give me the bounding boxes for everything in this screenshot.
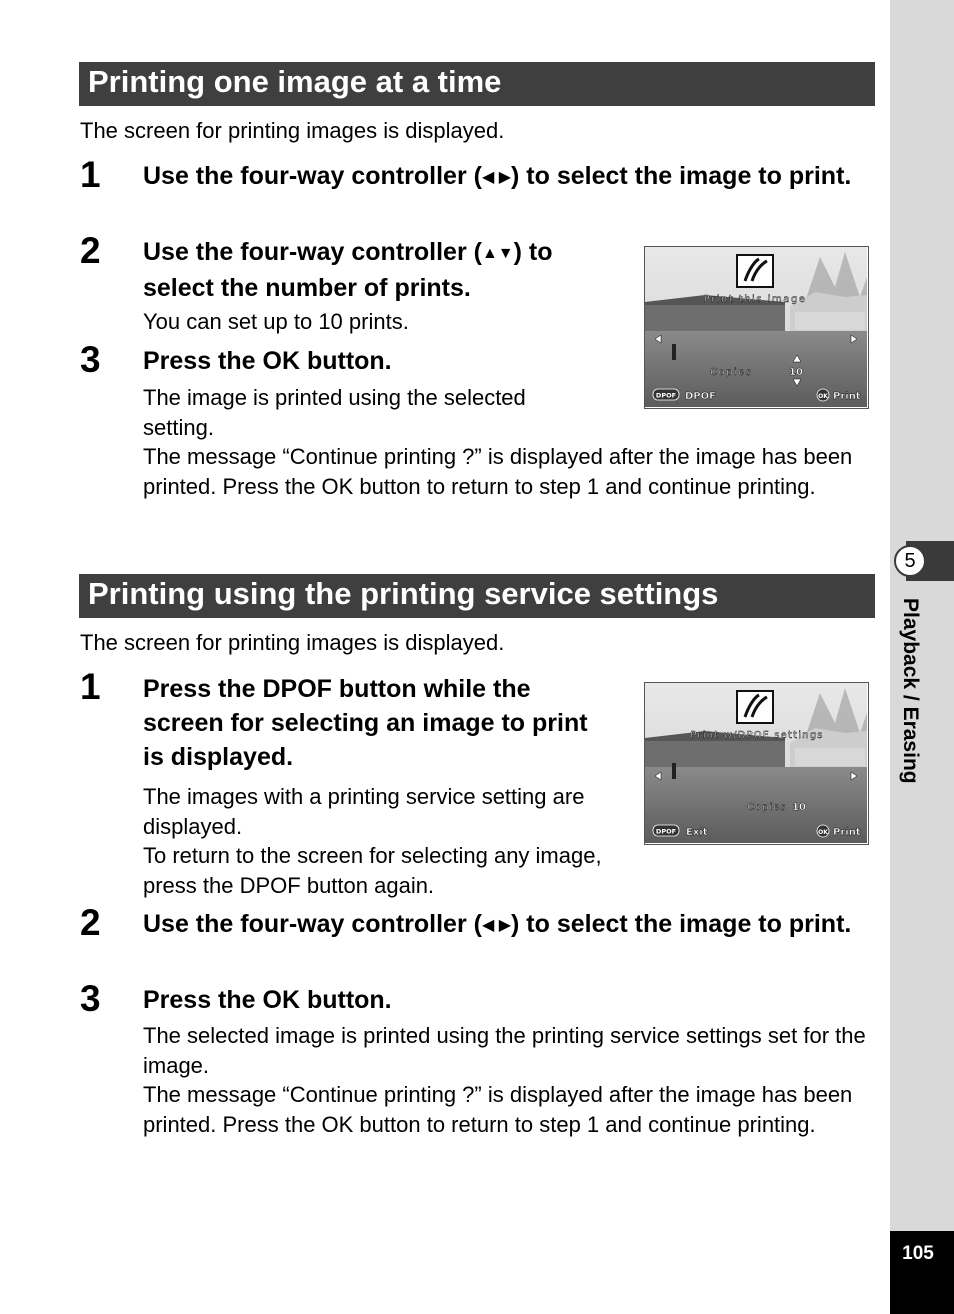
step-title: Press the OK button. — [143, 347, 392, 375]
step-body: The selected image is printed using the printing service settings set for the image. — [143, 1023, 866, 1078]
section-intro: The screen for printing images is displayed. — [80, 118, 505, 143]
ok-badge: OK — [818, 393, 828, 400]
lcd-top-text: Print w/DPOF settings — [690, 730, 824, 741]
lcd-left-label: DPOF — [685, 391, 716, 402]
up-down-arrows-icon: ▲▼ — [481, 245, 514, 262]
section-heading: Printing one image at a time — [79, 62, 875, 106]
camera-screen-print-dpof-settings — [644, 682, 869, 845]
chapter-number: 5 — [894, 545, 926, 577]
lcd-left-label: Exit — [686, 827, 708, 838]
lcd-top-text: Print this image — [703, 294, 807, 305]
step-body: The image is printed using the selected setting. — [143, 385, 526, 440]
step-number: 3 — [80, 339, 101, 380]
step-title: Use the four-way controller (◀ ▶) to select the image to print. — [143, 910, 852, 938]
camera-screen-print-this-image — [644, 246, 869, 409]
step-title: Use the four-way controller (▲▼) to select the number of prints. — [143, 238, 553, 302]
left-right-arrows-icon: ◀ ▶ — [481, 917, 512, 934]
step-title: Use the four-way controller (◀ ▶) to select the image to print. — [143, 162, 852, 190]
step-number: 2 — [80, 902, 101, 943]
step-title: Press the DPOF button while the screen for selecting an image to print is displayed. — [143, 675, 588, 771]
step-number: 3 — [80, 978, 101, 1019]
lcd-copies-label: Copies — [710, 367, 753, 378]
dpof-badge: DPOF — [655, 391, 677, 400]
step-title: Press the OK button. — [143, 986, 392, 1014]
step-body: You can set up to 10 prints. — [143, 309, 409, 334]
page-number: 105 — [902, 1243, 934, 1264]
step-body: To return to the screen for selecting any image, press the DPOF button again. — [143, 843, 602, 898]
ok-badge: OK — [818, 829, 828, 836]
step-number: 2 — [80, 230, 101, 271]
chapter-label: Playback / Erasing — [899, 598, 922, 784]
section-heading: Printing using the printing service settings — [79, 574, 875, 618]
lcd-copies-value: 10 — [789, 367, 803, 378]
step-body: The message “Continue printing ?” is displayed after the image has been printed. Press the OK button to return to step 1 and continue printing. — [143, 1082, 853, 1137]
step-number: 1 — [80, 154, 101, 195]
lcd-copies-value: 10 — [792, 802, 806, 813]
lcd-copies-label: Copies — [747, 802, 787, 813]
dpof-badge: DPOF — [655, 827, 677, 836]
step-number: 1 — [80, 666, 101, 707]
section-intro: The screen for printing images is displayed. — [80, 630, 505, 655]
step-body: The message “Continue printing ?” is displayed after the image has been printed. Press the OK button to return to step 1 and continue printing. — [143, 444, 853, 499]
left-right-arrows-icon: ◀ ▶ — [481, 169, 512, 186]
step-body: The images with a printing service setting are displayed. — [143, 784, 585, 839]
lcd-right-label: Print — [833, 827, 861, 838]
lcd-right-label: Print — [833, 391, 861, 402]
